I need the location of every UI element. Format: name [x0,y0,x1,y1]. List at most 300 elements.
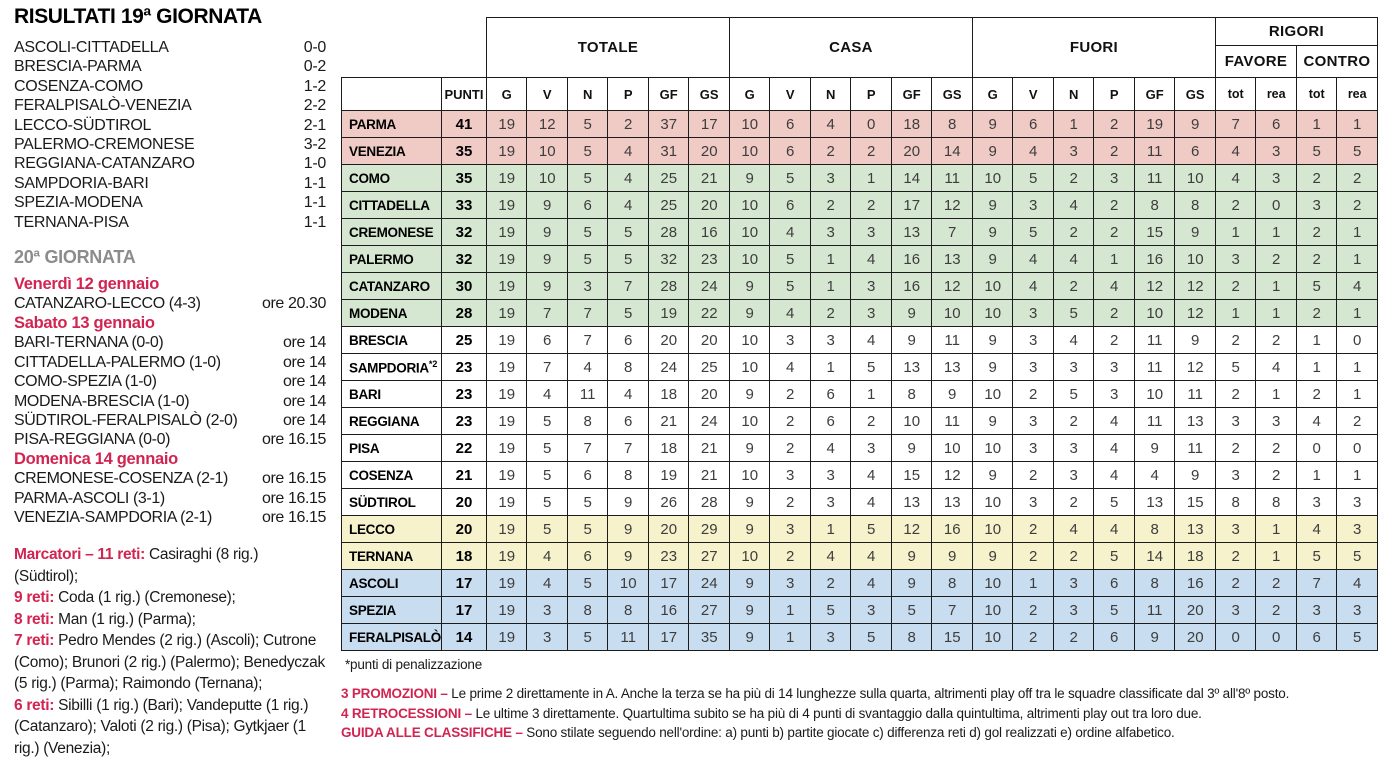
stat-cell-rigori: 1 [1256,300,1297,327]
stat-cell-totale: 16 [648,597,689,624]
scorer-count: 7 reti: [14,632,55,650]
stat-cell-fuori: 11 [1134,597,1175,624]
stat-cell-totale: 9 [608,516,649,543]
stat-cell-fuori: 11 [1175,435,1216,462]
stat-cell-totale: 20 [689,192,730,219]
stat-cell-totale: 20 [689,138,730,165]
stat-cell-totale: 10 [608,570,649,597]
stat-cell-casa: 3 [851,219,892,246]
stat-cell-casa: 9 [932,543,973,570]
stat-cell-rigori: 2 [1215,570,1256,597]
stat-cell-casa: 10 [729,462,770,489]
fixture-match: PARMA-ASCOLI (3-1) [14,489,165,507]
stat-cell-totale: 24 [689,273,730,300]
stat-cell-casa: 3 [851,435,892,462]
stat-cell-rigori: 1 [1296,111,1337,138]
stat-cell-fuori: 3 [1013,192,1054,219]
stat-cell-casa: 9 [891,570,932,597]
stat-cell-totale: 27 [689,543,730,570]
team-name: PARMA [342,111,442,138]
stat-cell-totale: 18 [648,435,689,462]
stat-cell-fuori: 1 [1094,246,1135,273]
stat-cell-totale: 9 [527,219,568,246]
standings-row [342,165,1378,192]
stat-cell-casa: 9 [891,543,932,570]
stat-cell-rigori: 0 [1256,624,1297,651]
next-round-title: 20ª GIORNATA [14,247,136,268]
stat-cell-casa: 6 [810,408,851,435]
stat-cell-casa: 13 [891,219,932,246]
stat-cell-totale: 4 [527,543,568,570]
stat-cell-casa: 9 [729,165,770,192]
stat-cell-fuori: 11 [1175,381,1216,408]
header-col-rigori-contro-tot: tot [1296,78,1337,111]
stat-cell-fuori: 2 [1013,381,1054,408]
stat-cell-rigori: 3 [1215,516,1256,543]
fixture-time: ore 16.15 [261,489,326,507]
team-name: COMO [342,165,442,192]
team-name: BRESCIA [342,327,442,354]
stat-cell-rigori: 2 [1256,570,1297,597]
stat-cell-casa: 1 [810,246,851,273]
stat-cell-totale: 5 [567,165,608,192]
header-group-totale: TOTALE [486,18,729,78]
stat-cell-totale: 7 [567,300,608,327]
stat-cell-rigori: 5 [1296,273,1337,300]
stat-cell-rigori: 4 [1215,165,1256,192]
standings-row [342,300,1378,327]
scorer-count: 11 reti: [97,546,145,564]
stat-cell-fuori: 10 [1175,246,1216,273]
stat-cell-fuori: 6 [1013,111,1054,138]
stat-cell-casa: 3 [851,273,892,300]
stat-cell-rigori: 1 [1337,381,1378,408]
stat-cell-casa: 13 [932,246,973,273]
stat-cell-casa: 4 [851,570,892,597]
header-col-fuori-n: N [1053,78,1094,111]
stat-cell-casa: 10 [729,111,770,138]
stat-cell-totale: 19 [486,516,527,543]
stat-cell-fuori: 4 [1094,435,1135,462]
fixture-match: CITTADELLA-PALERMO (1-0) [14,353,221,371]
header-col-rigori-contro-rea: rea [1337,78,1378,111]
stat-cell-rigori: 4 [1337,570,1378,597]
stat-cell-totale: 18 [648,381,689,408]
stat-cell-fuori: 10 [972,570,1013,597]
result-row [14,38,326,57]
stat-cell-casa: 4 [810,543,851,570]
stat-cell-totale: 19 [486,462,527,489]
stat-cell-rigori: 0 [1215,624,1256,651]
points-cell: 17 [441,570,486,597]
stat-cell-totale: 6 [608,408,649,435]
stat-cell-casa: 20 [891,138,932,165]
stat-cell-casa: 15 [932,624,973,651]
standings-row [342,543,1378,570]
stat-cell-totale: 17 [648,570,689,597]
fixture-day-heading: Domenica 14 gennaio [14,449,178,468]
stat-cell-fuori: 9 [972,354,1013,381]
scorer-names: Coda (1 rig.) (Cremonese); [58,589,236,607]
standings-row [342,489,1378,516]
team-name: ASCOLI [342,570,442,597]
header-col-fuori-gf: GF [1134,78,1175,111]
team-name: SAMPDORIA$^{*2}$ [342,354,442,381]
stat-cell-rigori: 3 [1296,597,1337,624]
stat-cell-fuori: 2 [1013,462,1054,489]
stat-cell-fuori: 2 [1013,543,1054,570]
stat-cell-totale: 6 [567,192,608,219]
stat-cell-fuori: 9 [1134,624,1175,651]
stat-cell-totale: 19 [486,354,527,381]
stat-cell-totale: 7 [567,327,608,354]
stat-cell-fuori: 2 [1094,219,1135,246]
result-row [14,213,326,232]
rule-note [341,704,1371,724]
stat-cell-rigori: 1 [1215,300,1256,327]
stat-cell-fuori: 10 [972,624,1013,651]
stat-cell-rigori: 0 [1296,435,1337,462]
scorer-names: Sibilli (1 rig.) (Bari); Vandeputte (1 rig.) (Catanzaro); Valoti (2 rig.) (Pisa); Gytkjaer (1 rig.) (Venezia); [14,696,309,757]
stat-cell-fuori: 3 [1053,435,1094,462]
stat-cell-fuori: 3 [1053,462,1094,489]
stat-cell-casa: 4 [770,300,811,327]
fixture-row [14,430,326,449]
points-cell: 14 [441,624,486,651]
team-name: CREMONESE [342,219,442,246]
stat-cell-rigori: 2 [1296,165,1337,192]
standings-row [342,246,1378,273]
stat-cell-fuori: 5 [1013,219,1054,246]
stat-cell-fuori: 2 [1053,273,1094,300]
stat-cell-casa: 10 [729,138,770,165]
stat-cell-casa: 10 [729,543,770,570]
scorer-group [14,544,326,587]
stat-cell-fuori: 9 [1175,327,1216,354]
stat-cell-casa: 9 [729,624,770,651]
stat-cell-casa: 3 [770,570,811,597]
stat-cell-fuori: 18 [1175,543,1216,570]
stat-cell-casa: 9 [932,381,973,408]
stat-cell-fuori: 15 [1175,489,1216,516]
stat-cell-fuori: 5 [1094,489,1135,516]
stat-cell-fuori: 2 [1094,327,1135,354]
stat-cell-totale: 19 [486,570,527,597]
stat-cell-totale: 5 [567,219,608,246]
stat-cell-rigori: 2 [1296,246,1337,273]
stat-cell-fuori: 3 [1013,327,1054,354]
stat-cell-rigori: 2 [1337,408,1378,435]
stat-cell-totale: 35 [689,624,730,651]
team-name: FERALPISALÒ [342,624,442,651]
points-cell: 20 [441,489,486,516]
stat-cell-totale: 5 [567,516,608,543]
stat-cell-casa: 5 [851,516,892,543]
stat-cell-totale: 9 [527,192,568,219]
stat-cell-totale: 5 [567,489,608,516]
stat-cell-fuori: 3 [1013,435,1054,462]
stat-cell-casa: 9 [891,327,932,354]
stat-cell-totale: 12 [527,111,568,138]
points-cell: 32 [441,246,486,273]
stat-cell-fuori: 3 [1013,408,1054,435]
result-score: 2-2 [303,97,326,115]
stat-cell-totale: 5 [567,138,608,165]
stat-cell-fuori: 14 [1134,543,1175,570]
fixture-time: ore 16.15 [261,508,326,526]
stat-cell-fuori: 10 [1175,165,1216,192]
fixture-row [14,294,326,313]
result-match: SPEZIA-MODENA [14,194,143,212]
header-col-punti: PUNTI [441,78,486,111]
stat-cell-casa: 0 [851,111,892,138]
stat-cell-rigori: 3 [1256,138,1297,165]
stat-cell-rigori: 1 [1256,273,1297,300]
stat-cell-fuori: 3 [1094,354,1135,381]
fixture-match: VENEZIA-SAMPDORIA (2-1) [14,508,212,526]
standings-row [342,111,1378,138]
rule-note [341,684,1371,704]
stat-cell-rigori: 3 [1215,597,1256,624]
header-col-totale-v: V [527,78,568,111]
stat-cell-totale: 17 [689,111,730,138]
result-score: 3-2 [303,136,326,154]
stat-cell-fuori: 10 [972,381,1013,408]
stat-cell-rigori: 7 [1215,111,1256,138]
standings-row [342,327,1378,354]
stat-cell-casa: 9 [729,489,770,516]
team-name: PALERMO [342,246,442,273]
points-cell: 17 [441,597,486,624]
stat-cell-fuori: 10 [972,273,1013,300]
stat-cell-casa: 8 [891,381,932,408]
scorer-count: 9 reti: [14,589,55,607]
stat-cell-totale: 20 [689,327,730,354]
team-name: CITTADELLA [342,192,442,219]
stat-cell-fuori: 3 [1013,489,1054,516]
stat-cell-casa: 14 [891,165,932,192]
stat-cell-fuori: 5 [1053,300,1094,327]
stat-cell-rigori: 0 [1337,435,1378,462]
fixture-match: CATANZARO-LECCO (4-3) [14,295,201,313]
header-team-blank [342,78,442,111]
stat-cell-fuori: 4 [1094,462,1135,489]
stat-cell-fuori: 5 [1094,543,1135,570]
stat-cell-totale: 19 [486,381,527,408]
points-cell: 33 [441,192,486,219]
stat-cell-casa: 4 [851,327,892,354]
stat-cell-rigori: 6 [1256,111,1297,138]
stat-cell-rigori: 5 [1296,138,1337,165]
fixture-time: ore 16.15 [261,470,326,488]
stat-cell-casa: 12 [891,516,932,543]
standings-row [342,273,1378,300]
stat-cell-totale: 19 [486,300,527,327]
stat-cell-totale: 6 [567,543,608,570]
stat-cell-casa: 3 [810,489,851,516]
stat-cell-totale: 21 [689,435,730,462]
stat-cell-totale: 24 [648,354,689,381]
stat-cell-rigori: 3 [1215,246,1256,273]
stat-cell-rigori: 4 [1256,354,1297,381]
stat-cell-casa: 16 [932,516,973,543]
stat-cell-rigori: 4 [1337,273,1378,300]
stat-cell-rigori: 4 [1215,138,1256,165]
stat-cell-totale: 8 [567,597,608,624]
points-cell: 18 [441,543,486,570]
points-cell: 35 [441,138,486,165]
stat-cell-fuori: 9 [972,327,1013,354]
stat-cell-casa: 4 [851,489,892,516]
standings-row [342,462,1378,489]
scorer-names: Pedro Mendes (2 rig.) (Ascoli); Cutrone (Como); Brunori (2 rig.) (Palermo); Benedyczak (5 rig.) (Parma); Raimondo (Ternana); [14,632,325,693]
scorer-names: Casiraghi (8 rig.) (Südtirol); [14,546,259,585]
stat-cell-casa: 4 [851,543,892,570]
stat-cell-fuori: 10 [972,300,1013,327]
stat-cell-fuori: 4 [1013,138,1054,165]
standings-row [342,516,1378,543]
stat-cell-fuori: 4 [1053,327,1094,354]
standings-row [342,219,1378,246]
stat-cell-rigori: 1 [1296,354,1337,381]
stat-cell-rigori: 8 [1256,489,1297,516]
team-name: MODENA [342,300,442,327]
result-row [14,135,326,154]
stat-cell-fuori: 2 [1053,489,1094,516]
stat-cell-casa: 6 [770,111,811,138]
standings-row [342,624,1378,651]
stat-cell-totale: 4 [608,192,649,219]
header-col-casa-v: V [770,78,811,111]
stat-cell-fuori: 19 [1134,111,1175,138]
stat-cell-casa: 13 [932,489,973,516]
stat-cell-totale: 19 [486,219,527,246]
stat-cell-casa: 7 [932,597,973,624]
standings-row [342,597,1378,624]
stat-cell-totale: 8 [567,408,608,435]
stat-cell-fuori: 3 [1013,354,1054,381]
scorer-count: 8 reti: [14,610,55,628]
stat-cell-rigori: 3 [1215,462,1256,489]
stat-cell-fuori: 9 [972,408,1013,435]
points-cell: 20 [441,516,486,543]
fixture-row [14,372,326,391]
result-match: COSENZA-COMO [14,77,143,95]
stat-cell-casa: 16 [891,246,932,273]
stat-cell-rigori: 1 [1337,246,1378,273]
stat-cell-casa: 10 [932,435,973,462]
stat-cell-totale: 3 [527,624,568,651]
team-name: CATANZARO [342,273,442,300]
stat-cell-totale: 5 [527,516,568,543]
points-cell: 25 [441,327,486,354]
result-match: TERNANA-PISA [14,213,129,231]
stat-cell-totale: 5 [527,408,568,435]
fixture-match: PISA-REGGIANA (0-0) [14,431,170,449]
stat-cell-totale: 19 [486,435,527,462]
scorer-group [14,609,326,631]
stat-cell-totale: 5 [567,570,608,597]
stat-cell-rigori: 1 [1337,300,1378,327]
stat-cell-rigori: 2 [1215,273,1256,300]
scorer-names: Man (1 rig.) (Parma); [58,610,196,628]
stat-cell-totale: 5 [527,435,568,462]
points-cell: 23 [441,381,486,408]
stat-cell-rigori: 8 [1215,489,1256,516]
stat-cell-casa: 1 [810,273,851,300]
stat-cell-casa: 9 [729,273,770,300]
stat-cell-casa: 8 [932,111,973,138]
stat-cell-casa: 9 [729,435,770,462]
stat-cell-casa: 4 [810,435,851,462]
result-match: REGGIANA-CATANZARO [14,155,195,173]
header-col-totale-gf: GF [648,78,689,111]
stat-cell-fuori: 13 [1175,408,1216,435]
stat-cell-rigori: 1 [1256,543,1297,570]
stat-cell-fuori: 12 [1175,354,1216,381]
stat-cell-totale: 5 [567,624,608,651]
stat-cell-totale: 21 [689,462,730,489]
results-title: RISULTATI 19ª GIORNATA [14,5,262,28]
stat-cell-fuori: 2 [1053,408,1094,435]
stat-cell-casa: 1 [851,381,892,408]
stat-cell-rigori: 2 [1215,327,1256,354]
fixture-time: ore 14 [283,411,326,429]
header-sub-contro: CONTRO [1296,46,1377,78]
stat-cell-casa: 2 [810,192,851,219]
result-score: 1-1 [303,213,326,231]
stat-cell-fuori: 1 [1013,570,1054,597]
stat-cell-casa: 3 [851,597,892,624]
header-col-casa-n: N [810,78,851,111]
stat-cell-rigori: 3 [1215,408,1256,435]
stat-cell-casa: 2 [770,543,811,570]
stat-cell-casa: 1 [770,597,811,624]
stat-cell-totale: 16 [689,219,730,246]
stat-cell-totale: 24 [689,408,730,435]
stat-cell-totale: 23 [648,543,689,570]
left-panel [14,5,326,759]
standings-table-wrap [341,17,1378,651]
penalty-note: *2 [428,358,438,369]
stat-cell-casa: 1 [810,354,851,381]
stat-cell-casa: 9 [729,300,770,327]
result-row [14,57,326,76]
stat-cell-rigori: 2 [1256,435,1297,462]
points-cell: 23 [441,408,486,435]
stat-cell-totale: 25 [689,354,730,381]
stat-cell-fuori: 3 [1053,597,1094,624]
stat-cell-totale: 3 [567,273,608,300]
rule-note-text: Sono stilate seguendo nell'ordine: a) punti b) partite giocate c) differenza reti d) gol realizzati e) ordine alfabetico. [526,725,1175,740]
stat-cell-totale: 5 [608,246,649,273]
stat-cell-totale: 9 [527,246,568,273]
stat-cell-totale: 8 [608,354,649,381]
fixture-row [14,489,326,508]
stat-cell-totale: 17 [648,624,689,651]
stat-cell-fuori: 4 [1013,273,1054,300]
stat-cell-totale: 10 [527,138,568,165]
points-cell: 22 [441,435,486,462]
stat-cell-fuori: 10 [972,516,1013,543]
points-cell: 41 [441,111,486,138]
stat-cell-totale: 3 [527,597,568,624]
stat-cell-fuori: 4 [1053,516,1094,543]
header-col-fuori-gs: GS [1175,78,1216,111]
stat-cell-fuori: 5 [1053,381,1094,408]
stat-cell-casa: 6 [810,381,851,408]
stat-cell-rigori: 1 [1337,462,1378,489]
